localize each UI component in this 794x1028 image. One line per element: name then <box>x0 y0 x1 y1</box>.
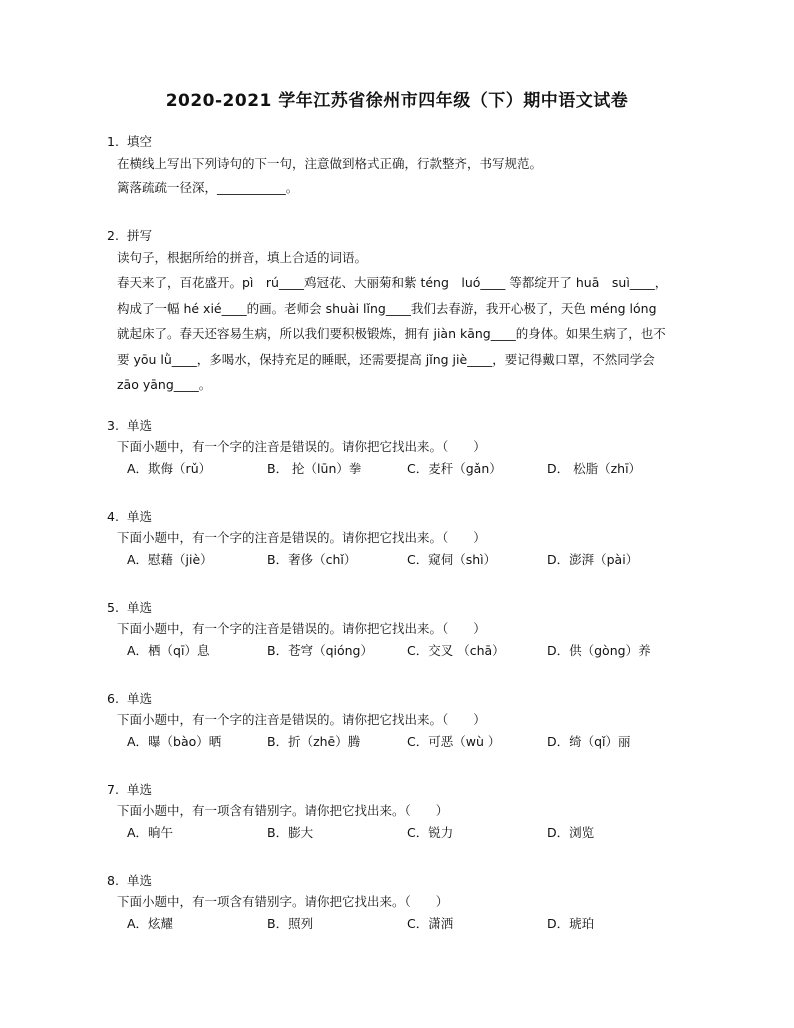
paragraph-line: 构成了一幅 hé xié____的画。老师会 shuài lǐng____我们去春游，我开心极了，天色 méng lóng <box>117 300 657 316</box>
question-header <box>107 132 707 152</box>
question-header <box>107 226 707 246</box>
question-header <box>107 416 707 436</box>
option-a[interactable]: A．栖（qī）息 <box>127 643 210 658</box>
question-number: 8. <box>107 873 119 888</box>
question-header <box>107 780 707 800</box>
question-stem: 下面小题中，有一个字的注音是错误的。请你把它找出来。（ ） <box>117 530 486 545</box>
question-2 <box>107 226 707 398</box>
question-number: 6. <box>107 691 119 706</box>
question-text: 读句子，根据所给的拼音，填上合适的词语。 <box>117 250 368 265</box>
question-8 <box>107 871 707 935</box>
question-text: 在横线上写出下列诗句的下一句，注意做到格式正确，行款整齐，书写规范。 <box>117 156 543 171</box>
option-b[interactable]: B．奢侈（chǐ） <box>267 552 357 567</box>
option-c[interactable]: C．潇洒 <box>407 916 454 931</box>
question-type: 单选 <box>126 873 152 888</box>
option-a[interactable]: A．欺侮（rǔ） <box>127 461 212 476</box>
question-7 <box>107 780 707 844</box>
question-header <box>107 871 707 891</box>
question-type: 单选 <box>126 782 152 797</box>
options-row <box>107 913 707 935</box>
question-stem: 下面小题中，有一个字的注音是错误的。请你把它找出来。（ ） <box>117 621 486 636</box>
question-number: 2. <box>107 228 119 243</box>
question-stem: 下面小题中，有一个字的注音是错误的。请你把它找出来。（ ） <box>117 439 486 454</box>
question-1 <box>107 132 707 200</box>
pinyin-paragraph <box>107 270 707 398</box>
question-header <box>107 598 707 618</box>
question-type: 拼写 <box>126 228 152 243</box>
paragraph-line: zāo yāng____。 <box>117 377 212 393</box>
options-row <box>107 549 707 571</box>
option-c[interactable]: C．窥伺（shì） <box>407 552 497 567</box>
option-d[interactable]: D．琥珀 <box>547 916 595 931</box>
question-header <box>107 507 707 527</box>
option-b[interactable]: B． 抡（lūn）拳 <box>267 461 362 476</box>
paragraph-line: 要 yōu lǜ____，多喝水，保持充足的睡眠，还需要提高 jǐng jiè____，要记得戴口罩，不然同学会 <box>117 351 655 367</box>
question-type: 填空 <box>126 134 152 149</box>
question-number: 7. <box>107 782 119 797</box>
question-4 <box>107 507 707 571</box>
option-b[interactable]: B．苍穹（qióng） <box>267 643 373 658</box>
option-d[interactable]: D．浏览 <box>547 825 595 840</box>
question-type: 单选 <box>126 509 152 524</box>
option-c[interactable]: C．交叉 （chā） <box>407 643 505 658</box>
question-number: 3. <box>107 418 119 433</box>
option-d[interactable]: D． 松脂（zhī） <box>547 461 642 476</box>
option-a[interactable]: A．炫耀 <box>127 916 174 931</box>
option-d[interactable]: D．供（gòng）养 <box>547 643 651 658</box>
paragraph-line: 就起床了。春天还容易生病，所以我们要积极锻炼，拥有 jiàn kāng____的身体。如果生病了，也不 <box>117 326 666 342</box>
paragraph-line: 春天来了，百花盛开。pì rú____鸡冠花、大丽菊和紫 téng luó____ 等都绽开了 huā suì____， <box>117 275 668 290</box>
option-c[interactable]: C．锐力 <box>407 825 454 840</box>
options-row <box>107 822 707 844</box>
option-b[interactable]: B．膨大 <box>267 825 314 840</box>
question-header <box>107 689 707 709</box>
question-number: 1. <box>107 134 119 149</box>
question-type: 单选 <box>126 691 152 706</box>
option-d[interactable]: D．绮（qǐ）丽 <box>547 734 631 749</box>
option-a[interactable]: A．晌午 <box>127 825 174 840</box>
question-stem: 下面小题中，有一个字的注音是错误的。请你把它找出来。（ ） <box>117 712 486 727</box>
option-b[interactable]: B．照列 <box>267 916 314 931</box>
question-stem: 下面小题中，有一项含有错别字。请你把它找出来。（ ） <box>117 894 449 909</box>
page-title: 2020-2021 学年江苏省徐州市四年级（下）期中语文试卷 <box>165 91 629 111</box>
options-row <box>107 731 707 753</box>
option-d[interactable]: D．澎湃（pài） <box>547 552 639 567</box>
question-3 <box>107 416 707 480</box>
question-type: 单选 <box>126 600 152 615</box>
question-stem: 下面小题中，有一项含有错别字。请你把它找出来。（ ） <box>117 803 449 818</box>
option-a[interactable]: A．慰藉（jiè） <box>127 552 213 567</box>
question-6 <box>107 689 707 753</box>
option-c[interactable]: C．麦秆（gǎn） <box>407 461 502 476</box>
options-row <box>107 640 707 662</box>
option-b[interactable]: B．折（zhē）腾 <box>267 734 361 749</box>
option-c[interactable]: C．可恶（wù ） <box>407 734 501 749</box>
option-a[interactable]: A．曝（bào）晒 <box>127 734 222 749</box>
question-5 <box>107 598 707 662</box>
question-type: 单选 <box>126 418 152 433</box>
options-row <box>107 458 707 480</box>
question-number: 4. <box>107 509 119 524</box>
question-number: 5. <box>107 600 119 615</box>
question-text: 篱落疏疏一径深，___________。 <box>117 180 299 195</box>
